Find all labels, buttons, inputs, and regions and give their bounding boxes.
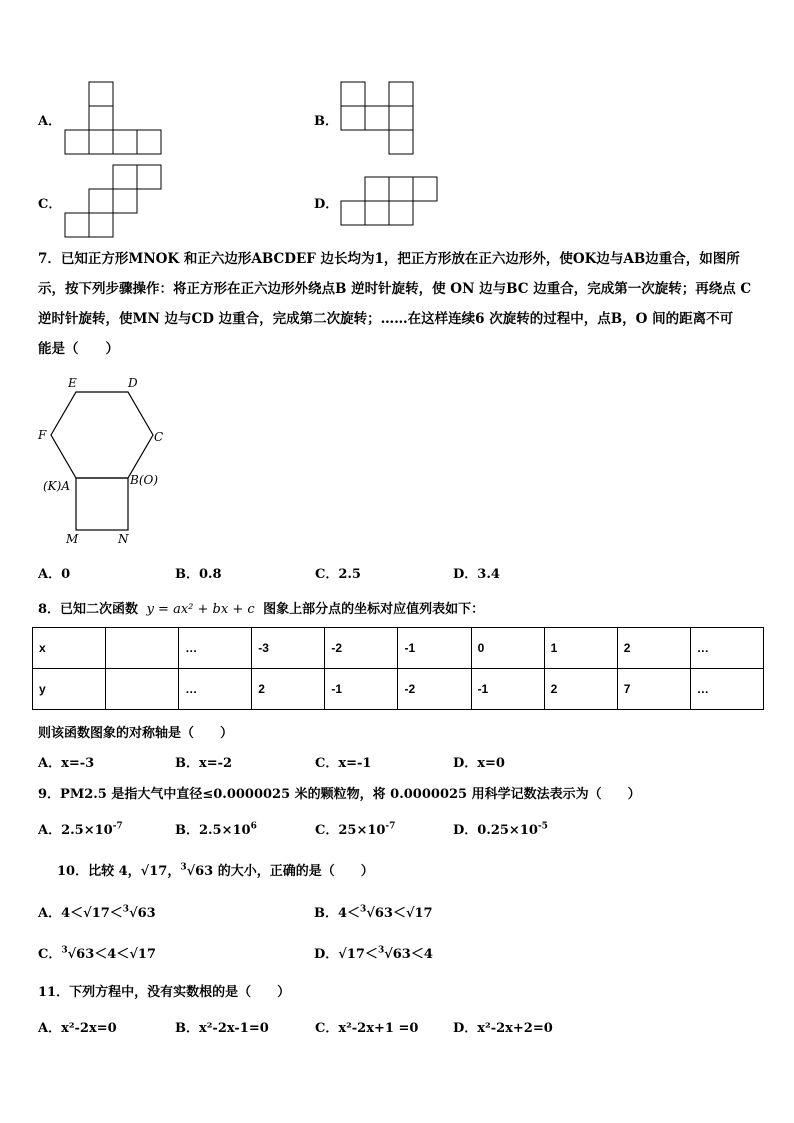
table-cell: … (690, 669, 763, 710)
table-cell: x (33, 628, 106, 669)
hexagon-square-figure (0, 370, 200, 550)
table-row-x (33, 628, 764, 669)
table-cell (106, 628, 179, 669)
table-cell: … (179, 669, 252, 710)
table-cell: 2 (252, 669, 325, 710)
label-c: C (154, 430, 164, 444)
q11-option-b: B．x²-2x-1=0 (175, 1021, 269, 1036)
q10-option-a: A．4＜√17＜$^3$√63 (38, 904, 156, 921)
q7-line-1: 7．已知正方形MNOK 和正六边形ABCDEF 边长均为1，把正方形放在正六边形外，使OK边与AB边重合，如图所 (38, 251, 740, 267)
label-f: F (38, 428, 47, 442)
q7-option-a: A．0 (38, 567, 71, 582)
q9-c-base: C．25×10 (315, 823, 386, 838)
option-d-label: D． (314, 197, 339, 212)
q11-option-c: C．x²-2x+1 =0 (315, 1021, 419, 1036)
q8-option-a: A．x=-3 (38, 756, 95, 771)
cube-net-figures (0, 0, 794, 260)
question-7-stem (38, 244, 768, 364)
option-b-label: B． (314, 114, 338, 129)
q9-option-c (315, 819, 395, 838)
label-bo: B(O) (130, 473, 159, 487)
table-cell: … (690, 628, 763, 669)
net-b (341, 82, 413, 154)
q7-line-2: 示，按下列步骤操作：将正方形在正六边形外绕点B 逆时针旋转，使 ON 边与BC 边重合，完成第一次旋转；再绕点 C (38, 281, 752, 297)
q8-stem-prefix: 8．已知二次函数 (38, 602, 139, 617)
q10-option-b: B．4＜$^3$√63＜√17 (314, 904, 433, 921)
label-ka: (K)A (43, 479, 70, 493)
q9-a-base: A．2.5×10 (38, 823, 113, 838)
q9-d-exp: -5 (537, 821, 548, 832)
q10-option-c: C．$^3$√63＜4＜√17 (38, 945, 156, 962)
cbrt-63: $^3$√63 (180, 862, 214, 879)
q8-option-b: B．x=-2 (175, 756, 233, 771)
q7-option-d: D．3.4 (453, 567, 500, 582)
value-table (32, 627, 764, 710)
net-a (65, 82, 161, 154)
table-cell: 1 (544, 628, 617, 669)
table-cell: … (179, 628, 252, 669)
q7-line-3: 逆时针旋转，使MN 边与CD 边重合，完成第二次旋转；……在这样连续6 次旋转的过程中，点B，O 间的距离不可 (38, 311, 734, 327)
q11-option-a: A．x²-2x=0 (38, 1021, 117, 1036)
question-10-stem (57, 860, 374, 879)
q8-option-d: D．x=0 (453, 756, 505, 771)
question-9-stem: 9．PM2.5 是指大气中直径≤0.0000025 米的颗粒物，将 0.0000025 用科学记数法表示为（ ） (38, 787, 641, 802)
square-mnok (76, 478, 128, 530)
table-cell: -1 (325, 669, 398, 710)
sqrt-17: √17 (140, 864, 168, 879)
table-cell: 0 (471, 628, 544, 669)
option-c-label: C． (38, 197, 62, 212)
q9-c-exp: -7 (385, 821, 396, 832)
q9-b-base: B．2.5×10 (175, 823, 251, 838)
q7-line-4: 能是（ ） (38, 341, 119, 357)
label-e: E (68, 376, 77, 390)
q9-d-base: D．0.25×10 (453, 823, 538, 838)
q8-option-c: C．x=-1 (315, 756, 372, 771)
q8-formula: y = ax² + bx + c (146, 602, 255, 617)
q7-option-b: B．0.8 (175, 567, 222, 582)
label-n: N (118, 532, 129, 546)
question-8-stem (38, 598, 484, 617)
question-11-stem: 11．下列方程中，没有实数根的是（ ） (38, 985, 291, 1000)
table-cell: -1 (398, 628, 471, 669)
q8-stem-suffix: 图象上部分点的坐标对应值列表如下： (263, 602, 485, 617)
q10-stem-a: 10．比较 4， (57, 864, 141, 879)
hexagon-abcdef (51, 392, 153, 478)
q10-option-d: D．√17＜$^3$√63＜4 (314, 945, 433, 962)
q10-sep: ， (167, 864, 181, 879)
table-cell: 2 (544, 669, 617, 710)
table-row-y (33, 669, 764, 710)
table-cell: -1 (471, 669, 544, 710)
q9-option-d (453, 819, 548, 838)
table-cell: 2 (617, 628, 690, 669)
table-cell (106, 669, 179, 710)
q10-stem-b: 的大小，正确的是（ ） (213, 864, 374, 879)
q9-b-exp: 6 (250, 821, 257, 832)
q9-option-b (175, 819, 257, 838)
label-d: D (128, 376, 138, 390)
table-cell: 7 (617, 669, 690, 710)
net-c (65, 165, 161, 237)
label-m: M (66, 532, 79, 546)
q7-option-c: C．2.5 (315, 567, 361, 582)
q11-option-d: D．x²-2x+2=0 (453, 1021, 553, 1036)
q9-option-a (38, 819, 123, 838)
table-cell: -3 (252, 628, 325, 669)
table-cell: y (33, 669, 106, 710)
option-a-label: A． (38, 114, 62, 129)
q8-question: 则该函数图象的对称轴是（ ） (38, 726, 234, 741)
table-cell: -2 (325, 628, 398, 669)
q9-a-exp: -7 (112, 821, 123, 832)
net-d (341, 177, 437, 225)
table-cell: -2 (398, 669, 471, 710)
